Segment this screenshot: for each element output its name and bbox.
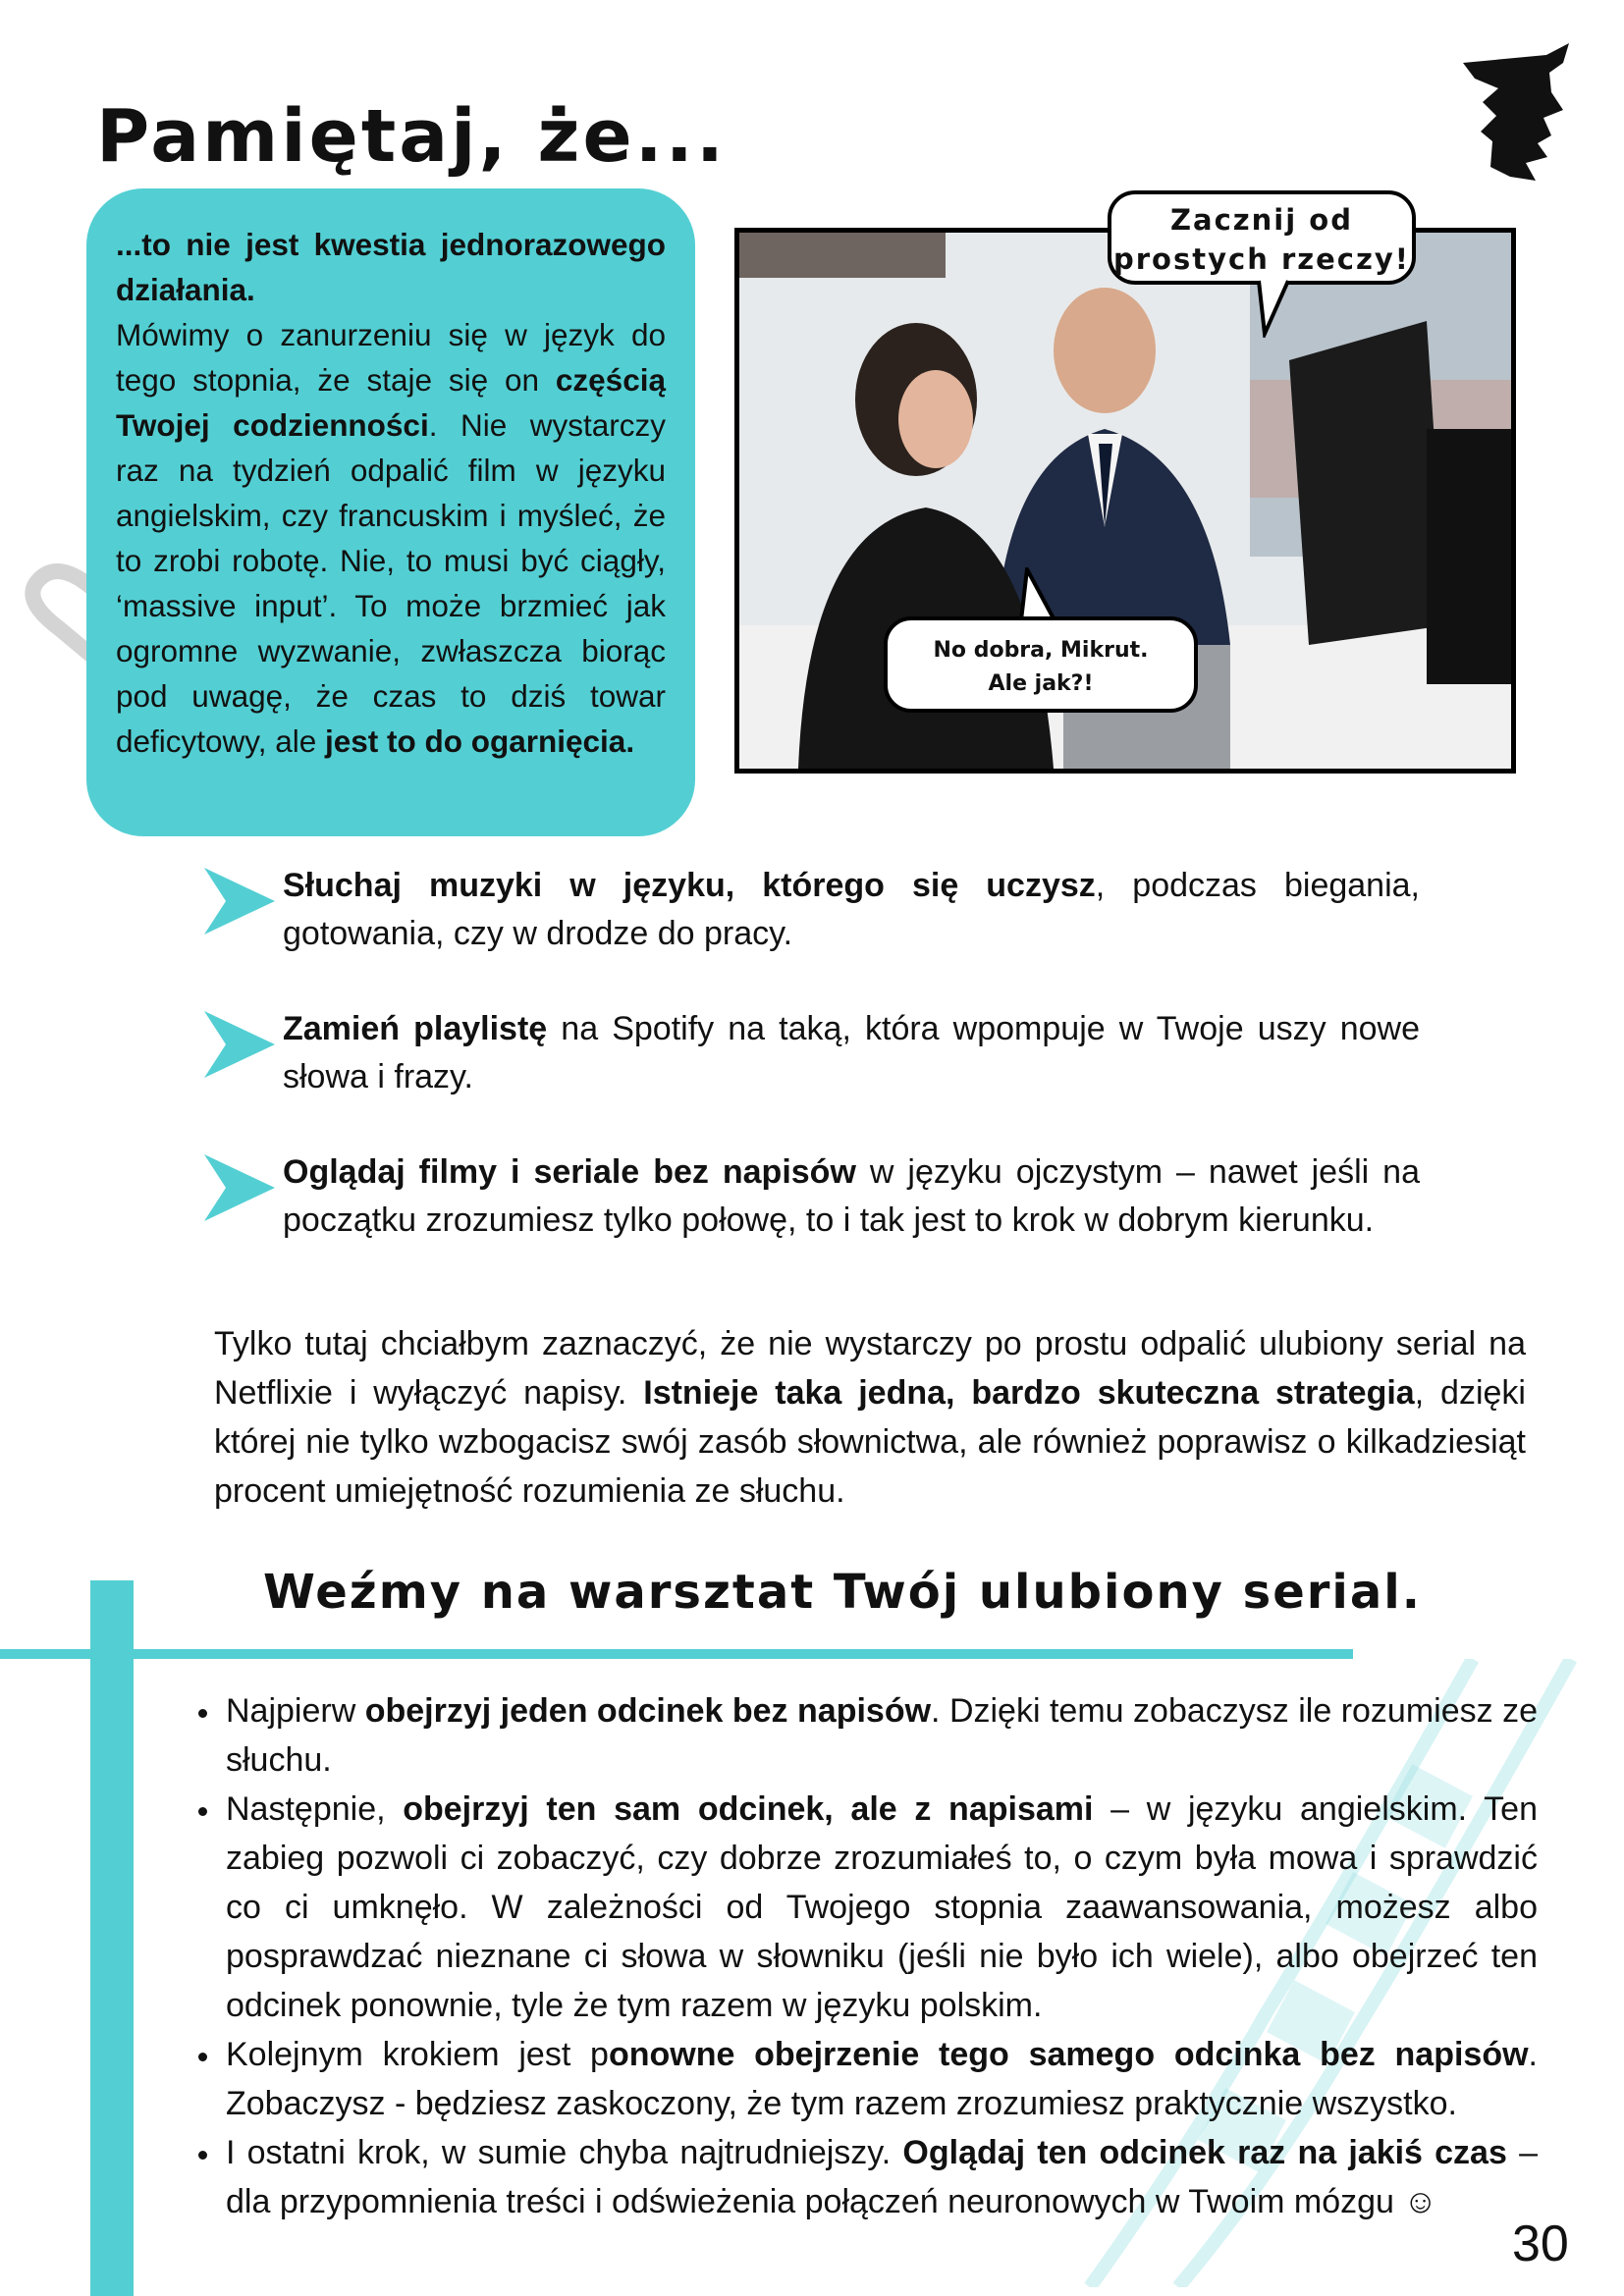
- speech-bubble-bottom: No dobra, Mikrut. Ale jak?!: [884, 616, 1198, 713]
- speech-bubble-top-tail: [1255, 279, 1294, 338]
- list-item: • Najpierw obejrzyj jeden odcinek bez napisów. Dzięki temu zobaczysz ile rozumiesz ze słuchu.: [222, 1686, 1538, 1785]
- arrow-bullet-icon: [202, 1005, 277, 1084]
- section-title: Weźmy na warsztat Twój ulubiony serial.: [263, 1565, 1422, 1620]
- arrow-bullet-icon: [202, 862, 277, 940]
- accent-bar-horizontal: [0, 1649, 1353, 1659]
- page-number: 30: [1512, 2216, 1569, 2272]
- tip-item: Słuchaj muzyki w języku, którego się uczysz, podczas biegania, gotowania, czy w drodze do pracy.: [202, 862, 1420, 958]
- list-item: • Następnie, obejrzyj ten sam odcinek, ale z napisami – w języku angielskim. Ten zabieg pozwoli ci zobaczyć, czy dobrze zrozumiałeś to, o czym była mowa i sprawdzić co ci umknęło. W zależności od Twojego stopnia zaawansowania, możesz albo posprawdzać nieznane ci słowa w słowniku (jeśli nie było ich wiele), albo obejrzeć ten odcinek ponownie, tyle że tym razem w języku polskim.: [222, 1785, 1538, 2030]
- info-box-text: ...to nie jest kwestia jednorazowego działania. Mówimy o zanurzeniu się w język do tego stopnia, że staje się on częścią Twojej codzienności. Nie wystarczy raz na tydzień odpalić film w języku angielskim, czy francuskim i myśleć, że to zrobi robotę. Nie, to musi być ciągły, ‘massive input’. To może brzmieć jak ogromne wyzwanie, zwłaszcza biorąc pod uwagę, że czas to dziś towar deficytowy, ale jest to do ogarnięcia.: [116, 227, 666, 759]
- list-item: • Kolejnym krokiem jest ponowne obejrzenie tego samego odcinka bez napisów. Zobaczysz - będziesz zaskoczony, że tym razem zrozumiesz praktycznie wszystko.: [222, 2030, 1538, 2128]
- tip-item: Oglądaj filmy i seriale bez napisów w języku ojczystym – nawet jeśli na początku zrozumiesz tylko połowę, to i tak jest to krok w dobrym kierunku.: [202, 1148, 1420, 1245]
- arrow-bullet-icon: [202, 1148, 277, 1227]
- strategy-paragraph: Tylko tutaj chciałbym zaznaczyć, że nie wystarczy po prostu odpalić ulubiony serial na Netflixie i wyłączyć napisy. Istnieje taka jedna, bardzo skuteczna strategia, dzięki której nie tylko wzbogacisz swój zasób słownictwa, ale również poprawisz o kilkadziesiąt procent umiejętność rozumienia ze słuchu.: [214, 1325, 1526, 1510]
- accent-bar-vertical: [90, 1580, 134, 2296]
- steps-list: [185, 1686, 1538, 2226]
- detective-hat-icon: [1453, 33, 1581, 190]
- page-title: Pamiętaj, że...: [96, 94, 727, 179]
- speech-bubble-bottom-tail: [1015, 567, 1060, 622]
- speech-bubble-top: Zacznij od prostych rzeczy!: [1108, 190, 1416, 285]
- info-lead: ...to nie jest kwestia jednorazowego działania.: [116, 227, 666, 307]
- list-item: • I ostatni krok, w sumie chyba najtrudniejszy. Oglądaj ten odcinek raz na jakiś czas – dla przypomnienia treści i odświeżenia połączeń neuronowych w Twoim mózgu ☺: [222, 2128, 1538, 2226]
- tip-item: Zamień playlistę na Spotify na taką, która wpompuje w Twoje uszy nowe słowa i frazy.: [202, 1005, 1420, 1101]
